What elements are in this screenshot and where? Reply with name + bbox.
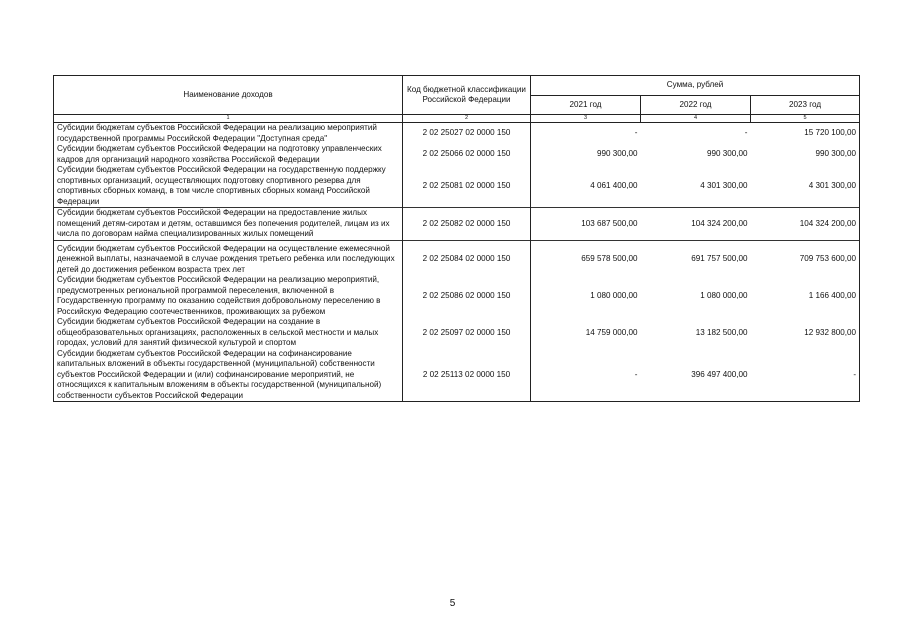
amount-2021: 4 061 400,00: [590, 180, 638, 190]
amount-2022: 691 757 500,00: [691, 254, 748, 263]
amount-2022: 396 497 400,00: [641, 349, 751, 402]
table-row: [54, 349, 860, 402]
amount-2022: 4 301 300,00: [700, 180, 748, 190]
amount-2021: 659 578 500,00: [581, 254, 638, 263]
income-name: Субсидии бюджетам субъектов Российской Федерации на подготовку управленческих кадров для организаций народного хозяйства Российской Федерации: [54, 144, 403, 165]
amount-2022: 13 182 500,00: [695, 327, 748, 337]
column-number: 4: [641, 115, 751, 123]
income-name: Субсидии бюджетам субъектов Российской Федерации на предоставление жилых помещений детям-сиротам и детям, оставшимся без попечения родителей, лицам из их числа по договорам найма специализированных жилых помещений: [54, 208, 403, 241]
budget-code: 2 02 25027 02 0000 150: [403, 123, 531, 145]
table-row: [54, 123, 860, 145]
column-number-row: [54, 115, 860, 123]
column-number: 2: [403, 115, 531, 123]
page-number: 5: [449, 598, 456, 609]
budget-code: 2 02 25081 02 0000 150: [403, 165, 531, 208]
amount-2023: 104 324 200,00: [751, 208, 860, 241]
amount-2023: -: [751, 349, 860, 402]
column-number: 3: [531, 115, 641, 123]
revenue-table: [53, 75, 860, 402]
amount-2022: 1 080 000,00: [700, 290, 748, 300]
table-row: [54, 317, 860, 349]
budget-code: 2 02 25097 02 0000 150: [403, 317, 531, 349]
budget-code: 2 02 25084 02 0000 150: [403, 244, 531, 276]
budget-code: 2 02 25086 02 0000 150: [403, 275, 531, 317]
income-name: Субсидии бюджетам субъектов Российской Федерации на создание в общеобразовательных организациях, расположенных в сельской местности и малых городах, условий для занятий физической культурой и спортом: [54, 317, 403, 349]
amount-2023: 12 932 800,00: [751, 317, 860, 349]
column-number: 5: [751, 115, 860, 123]
amount-2021: 1 080 000,00: [590, 290, 638, 300]
column-number: 1: [54, 115, 403, 123]
amount-2022: 104 324 200,00: [641, 208, 751, 241]
budget-code: 2 02 25113 02 0000 150: [403, 349, 531, 402]
table-row: [54, 144, 860, 165]
amount-2023: 709 753 600,00: [751, 244, 860, 276]
income-name: Субсидии бюджетам субъектов Российской Федерации на государственную поддержку спортивных организаций, осуществляющих подготовку спортивного резерва для спортивных сборных команд, в том числе спортивных сборных команд Российской Федерации: [54, 165, 403, 208]
amount-2021: 103 687 500,00: [531, 208, 641, 241]
income-name: Субсидии бюджетам субъектов Российской Федерации на реализацию мероприятий государственной программы Российской Федерации "Доступная среда": [54, 123, 403, 145]
header-income-name: Наименование доходов: [54, 76, 403, 115]
budget-code: 2 02 25066 02 0000 150: [403, 144, 531, 165]
header-row-1: [54, 76, 860, 96]
amount-2023: 1 166 400,00: [751, 275, 860, 317]
income-name: Субсидии бюджетам субъектов Российской Федерации на софинансирование капитальных вложений в объекты государственной (муниципальной) собственности субъектов Российской Федерации и (или) софинансирование мероприятий, не относящихся к капитальным вложениям в объекты государственной (муниципальной) собственности субъектов Российской Федерации: [54, 349, 403, 402]
amount-2021: 14 759 000,00: [585, 327, 638, 337]
amount-2023: 990 300,00: [751, 144, 860, 165]
header-sum: Сумма, рублей: [531, 76, 860, 96]
amount-2021: 990 300,00: [596, 149, 638, 159]
budget-code: 2 02 25082 02 0000 150: [403, 208, 531, 241]
amount-2023: 4 301 300,00: [751, 165, 860, 208]
amount-2021: -: [531, 349, 641, 402]
amount-2022: 990 300,00: [706, 149, 748, 159]
header-budget-code: Код бюджетной классификации Российской Федерации: [403, 76, 531, 115]
income-name: Субсидии бюджетам субъектов Российской Федерации на реализацию мероприятий, предусмотренных региональной программой переселения, включенной в Государственную программу по оказанию содействия добровольному переселению в Российскую Федерацию соотечественников, проживающих за рубежом: [54, 275, 403, 317]
amount-2023: 15 720 100,00: [751, 123, 860, 145]
amount-2021: -: [634, 128, 638, 138]
header-year-2021: 2021 год: [531, 95, 641, 115]
table-row: [54, 244, 860, 276]
table-row: [54, 208, 860, 241]
header-year-2022: 2022 год: [641, 95, 751, 115]
table-row: [54, 165, 860, 208]
amount-2022: -: [744, 128, 748, 138]
header-year-2023: 2023 год: [751, 95, 860, 115]
table-row: [54, 275, 860, 317]
income-name: Субсидии бюджетам субъектов Российской Федерации на осуществление ежемесячной денежной выплаты, назначаемой в случае рождения третьего ребенка или последующих детей до достижения ребенком возраста трех лет: [54, 244, 403, 276]
